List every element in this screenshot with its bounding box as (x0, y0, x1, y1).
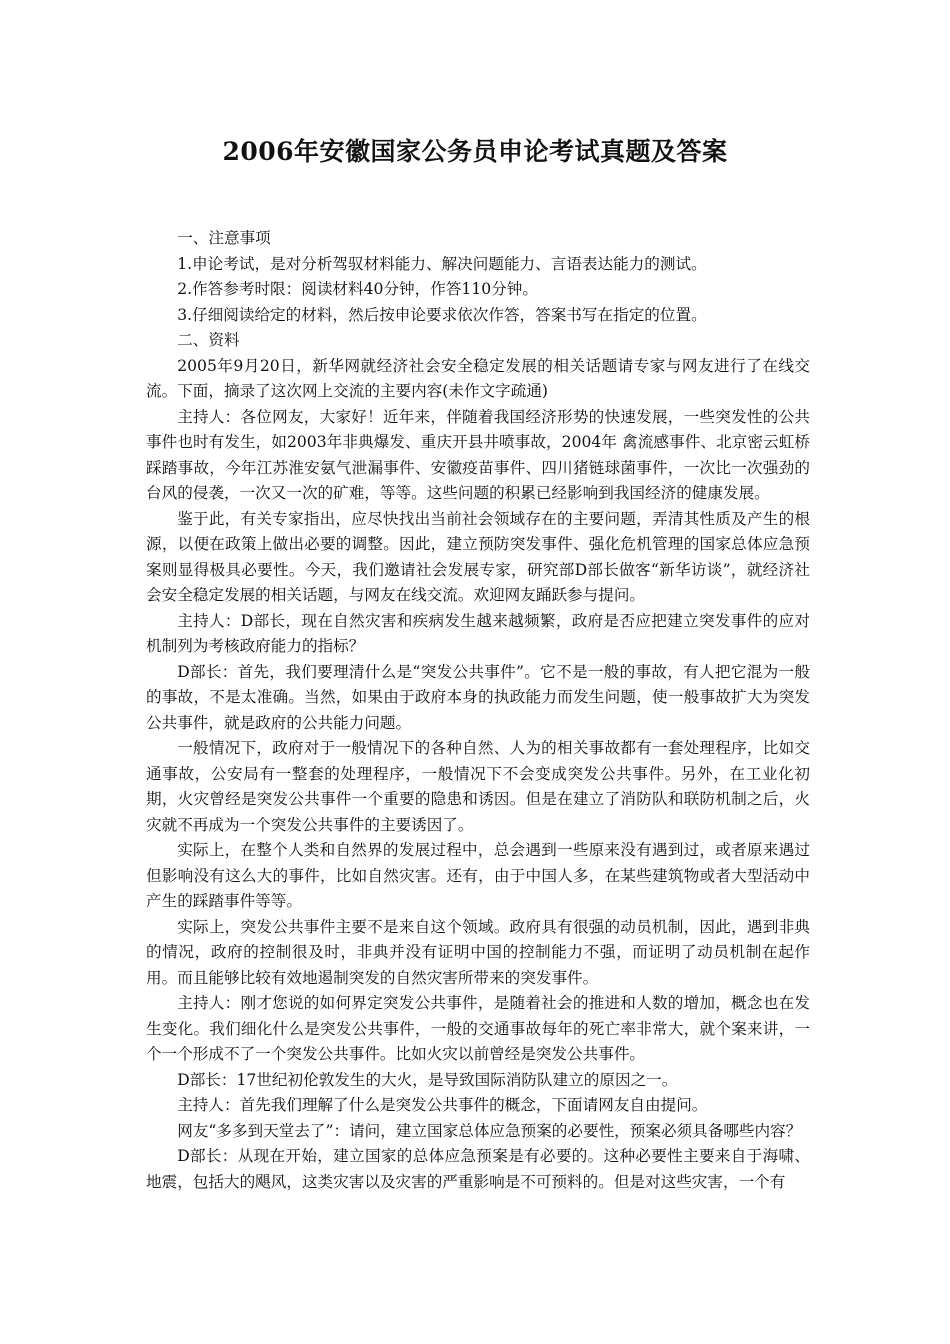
paragraph: 主持人：首先我们理解了什么是突发公共事件的概念，下面请网友自由提问。 (177, 1096, 708, 1114)
paragraph: 主持人：D部长，现在自然灾害和疾病发生越来越频繁，政府是否应把建立突发事件的应对机制列为考核政府能力的指标？ (146, 611, 810, 655)
note-item-1: 1.申论考试，是对分析驾驭材料能力、解决问题能力、言语表达能力的测试。 (177, 254, 707, 273)
section-heading-notes: 一、注意事项 (177, 229, 271, 247)
paragraph: D部长：17世纪初伦敦发生的大火，是导致国际消防队建立的原因之一。 (177, 1070, 678, 1089)
paragraph: 主持人：刚才您说的如何界定突发公共事件，是随着社会的推进和人数的增加，概念也在发生变化。我们细化什么是突发公共事件，一般的交通事故每年的死亡率非常大，就个案来讲，一个一个形成不了一个突发公共事件。比如火灾以前曾经是突发公共事件。 (146, 994, 810, 1063)
paragraph: 鉴于此，有关专家指出，应尽快找出当前社会领域存在的主要问题，弄清其性质及产生的根源，以便在政策上做出必要的调整。因此，建立预防突发事件、强化危机管理的国家总体应急预案则显得极具必要性。今天，我们邀请社会发展专家，研究部D部长做客“新华访谈”，就经济社会安全稳定发展的相关话题，与网友在线交流。欢迎网友踊跃参与提问。 (146, 509, 810, 604)
paragraph: 实际上，突发公共事件主要不是来自这个领域。政府具有很强的动员机制，因此，遇到非典的情况，政府的控制很及时，非典并没有证明中国的控制能力不强，而证明了动员机制在起作用。而且能够比较有效地遏制突发的自然灾害所带来的突发事件。 (146, 917, 810, 987)
paragraph: 主持人：各位网友，大家好！近年来，伴随着我国经济形势的快速发展，一些突发性的公共事件也时有发生，如2003年非典爆发、重庆开县井喷事故，2004年 禽流感事件、北京密云虹桥踩踏事故，今年江苏淮安氨气泄漏事件、安徽疫苗事件、四川猪链球菌事件，一次比一次强劲的台风的侵袭，一次又一次的矿难，等等。这些问题的积累已经影响到我国经济的健康发展。 (146, 407, 810, 502)
note-item-2: 2.作答参考时限：阅读材料40分钟，作答110分钟。 (177, 280, 538, 298)
note-item-3: 3.仔细阅读给定的材料，然后按申论要求依次作答，答案书写在指定的位置。 (177, 305, 707, 324)
paragraph: D部长：从现在开始，建立国家的总体应急预案是有必要的。这种必要性主要来自于海啸、地震，包括大的飓风，这类灾害以及灾害的严重影响是不可预料的。但是对这些灾害，一个有 (146, 1147, 810, 1191)
paragraph: 网友“多多到天堂去了”：请问，建立国家总体应急预案的必要性，预案必须具备哪些内容？ (177, 1121, 802, 1140)
document-title: 2006年安徽国家公务员申论考试真题及答案 (222, 137, 728, 166)
paragraph: 一般情况下，政府对于一般情况下的各种自然、人为的相关事故都有一套处理程序，比如交通事故，公安局有一整套的处理程序，一般情况下不会变成突发公共事件。另外，在工业化初期，火灾曾经是突发公共事件一个重要的隐患和诱因。但是在建立了消防队和联防机制之后，火灾就不再成为一个突发公共事件的主要诱因了。 (146, 739, 810, 834)
paragraph: 实际上，在整个人类和自然界的发展过程中，总会遇到一些原来没有遇到过，或者原来遇过但影响没有这么大的事件，比如自然灾害。还有，由于中国人多，在某些建筑物或者大型活动中产生的踩踏事件等等。 (146, 841, 810, 910)
document-body (146, 226, 810, 1195)
section-heading-materials: 二、资料 (177, 331, 240, 349)
paragraph: 2005年9月20日，新华网就经济社会安全稳定发展的相关话题请专家与网友进行了在线交流。下面，摘录了这次网上交流的主要内容(未作文字疏通) (146, 356, 810, 400)
paragraph: D部长：首先，我们要理清什么是“突发公共事件”。它不是一般的事故，有人把它混为一般的事故，不是太准确。当然，如果由于政府本身的执政能力而发生问题，使一般事故扩大为突发公共事件，就是政府的公共能力问题。 (146, 662, 810, 732)
